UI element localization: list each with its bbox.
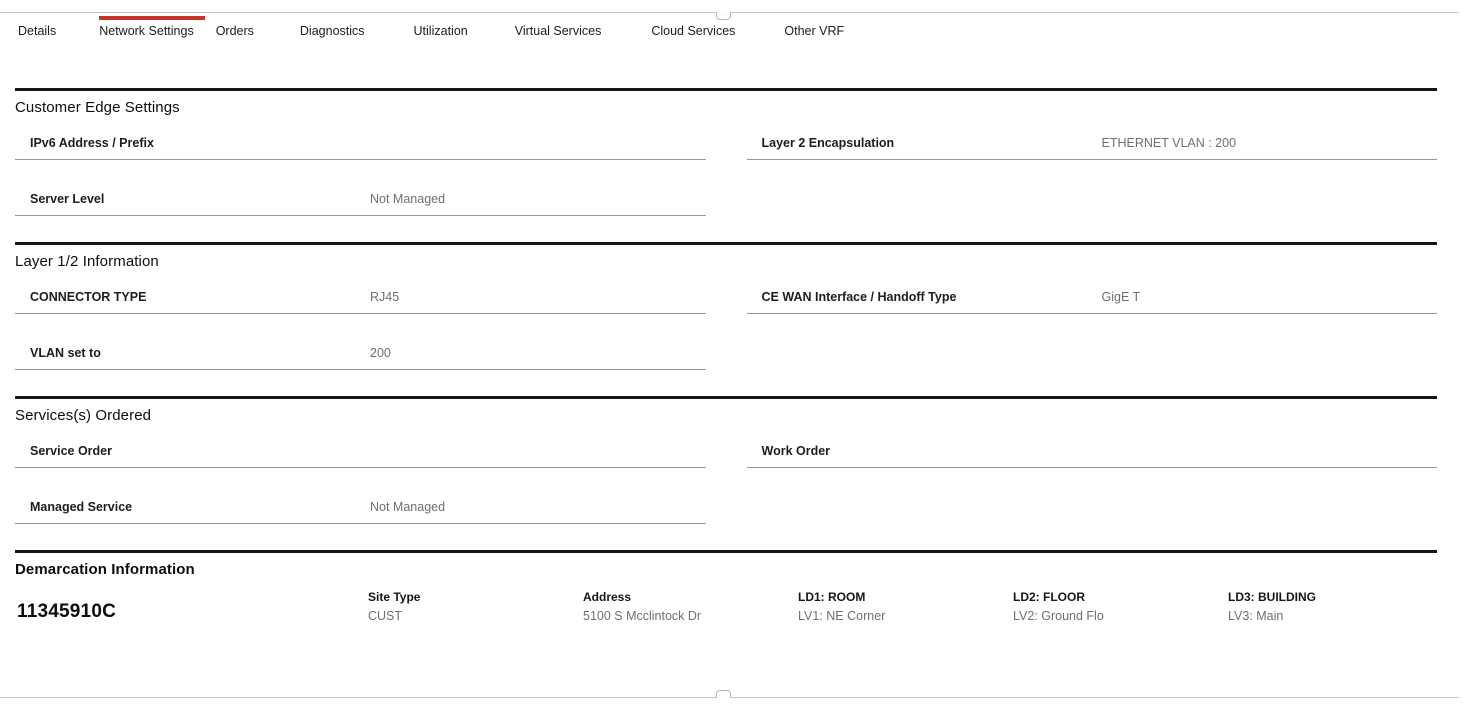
field-server-level <box>15 192 706 216</box>
field-label: Layer 2 Encapsulation <box>761 136 895 150</box>
field-work-order <box>747 444 1438 468</box>
tab-other-vrf[interactable]: Other VRF <box>784 24 845 38</box>
tab-details[interactable]: Details <box>18 24 57 38</box>
demarc-col-value: LV3: Main <box>1228 609 1284 623</box>
field-label: Managed Service <box>30 500 133 514</box>
section-services-ordered <box>15 396 1437 550</box>
field-empty <box>747 346 1438 370</box>
demarcation-site-id: 11345910C <box>17 601 117 622</box>
section-title: Layer 1/2 Information <box>15 253 159 270</box>
field-value: GigE T <box>1101 290 1141 304</box>
field-ipv6-address-prefix <box>15 136 706 160</box>
field-vlan-set-to <box>15 346 706 370</box>
field-connector-type <box>15 290 706 314</box>
field-label: VLAN set to <box>30 346 101 360</box>
demarc-col-header: LD2: FLOOR <box>1013 590 1085 604</box>
demarc-col-header: LD3: BUILDING <box>1228 590 1316 604</box>
field-value: Not Managed <box>370 500 446 514</box>
field-value: Not Managed <box>370 192 446 206</box>
tab-diagnostics[interactable]: Diagnostics <box>299 24 365 38</box>
demarc-col-value: LV2: Ground Flo <box>1013 609 1104 623</box>
demarc-col-value: CUST <box>368 609 403 623</box>
field-label: CE WAN Interface / Handoff Type <box>761 290 957 304</box>
demarc-col-value: LV1: NE Corner <box>798 609 886 623</box>
demarc-col-ld3-building <box>1228 591 1443 623</box>
field-value: RJ45 <box>370 290 400 304</box>
field-empty <box>747 192 1438 216</box>
field-value: 200 <box>370 346 391 360</box>
demarc-col-address <box>583 591 798 623</box>
section-title: Services(s) Ordered <box>15 407 152 424</box>
tab-virtual-services[interactable]: Virtual Services <box>514 24 602 38</box>
field-managed-service <box>15 500 706 524</box>
section-layer-1-2-information <box>15 242 1437 396</box>
tab-network-settings[interactable]: Network Settings <box>99 24 194 38</box>
field-layer2-encapsulation <box>747 136 1438 160</box>
network-settings-content <box>15 88 1437 623</box>
demarc-col-header: LD1: ROOM <box>798 590 866 604</box>
section-title: Customer Edge Settings <box>15 99 180 116</box>
field-label: Work Order <box>761 444 831 458</box>
demarc-col-ld2-floor <box>1013 591 1228 623</box>
field-label: IPv6 Address / Prefix <box>30 136 154 150</box>
field-ce-wan-interface-handoff-type <box>747 290 1438 314</box>
demarc-col-header: Site Type <box>368 590 421 604</box>
field-service-order <box>15 444 706 468</box>
tab-orders[interactable]: Orders <box>215 24 254 38</box>
field-value: ETHERNET VLAN : 200 <box>1101 136 1237 150</box>
field-label: Server Level <box>30 192 105 206</box>
demarc-col-site-type <box>368 591 583 623</box>
section-title: Demarcation Information <box>15 561 195 578</box>
field-label: Service Order <box>30 444 112 458</box>
field-empty <box>747 500 1438 524</box>
demarc-col-ld1-room <box>798 591 1013 623</box>
drag-handle-icon[interactable] <box>716 12 731 20</box>
section-demarcation-information <box>15 550 1437 623</box>
demarc-col-value: 5100 S Mcclintock Dr <box>583 609 702 623</box>
section-customer-edge-settings <box>15 88 1437 242</box>
tab-utilization[interactable]: Utilization <box>413 24 468 38</box>
tab-bar <box>18 24 844 38</box>
demarc-col-header: Address <box>583 590 632 604</box>
drag-handle-icon[interactable] <box>716 690 731 698</box>
tab-cloud-services[interactable]: Cloud Services <box>651 24 736 38</box>
field-label: CONNECTOR TYPE <box>30 290 147 304</box>
